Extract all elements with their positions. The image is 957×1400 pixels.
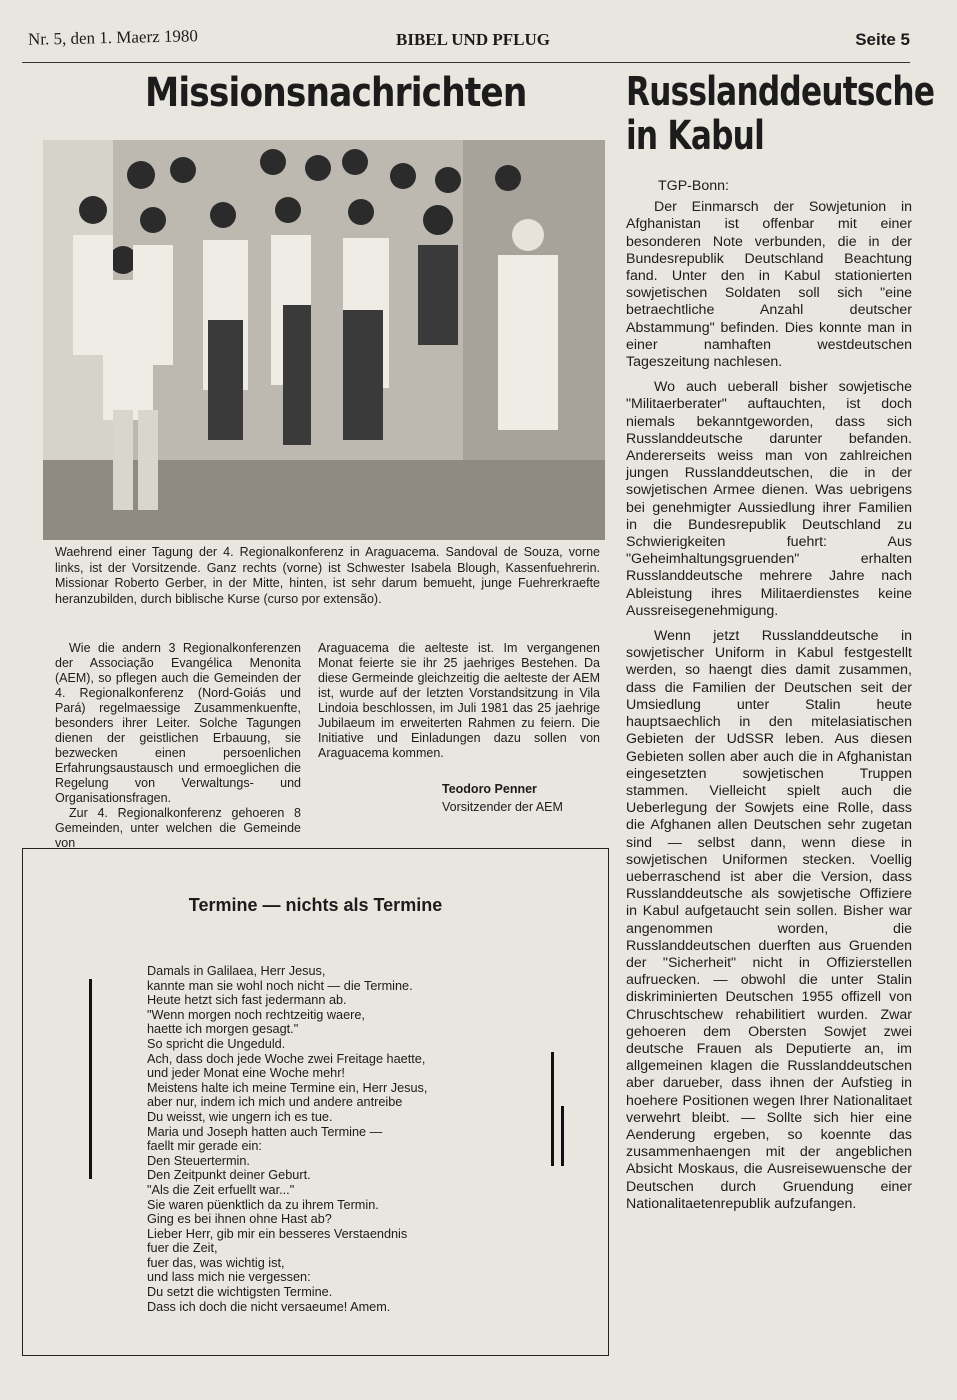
poem-line: fuer das, was wichtig ist, [147, 1255, 285, 1270]
photo-caption: Waehrend einer Tagung der 4. Regionalkonferenz in Araguacema. Sandoval de Souza, vorne links, ist der Vorsitzende. Ganz rechts (vorne) ist Schwester Isabela Blough, Kassenfuehrerin. Missionar Roberto Gerber, in der Mitte, hinten, ist sehr darum bemueht, junge Fuehrerkraefte heranzubilden, durch biblische Kurse (curso por extensão). [55, 545, 600, 606]
poem-line: Ging es bei ihnen ohne Hast ab? [147, 1212, 332, 1227]
poem-line: faellt mir gerade ein: [147, 1139, 262, 1154]
group-photo-image [43, 140, 605, 540]
poem-line: fuer die Zeit, [147, 1241, 218, 1256]
poem-line: "Als die Zeit erfuellt war..." [147, 1182, 295, 1197]
dateline: TGP-Bonn: [658, 178, 729, 194]
poem-line: So spricht die Ungeduld. [147, 1036, 286, 1051]
poem-line: Den Zeitpunkt deiner Geburt. [147, 1168, 311, 1183]
left-article-title: Missionsnachrichten [145, 70, 527, 116]
poem-box [22, 848, 609, 1356]
paragraph: Der Einmarsch der Sowjetunion in Afghanistan ist offenbar mit einer besonderen Note verbunden, die in der Bundesrepublik Deutschland Beachtung fand. Unter den in Kabul stationierten sowjetischen Soldaten soll sich "eine betraechtliche Anzahl deutscher Abstammung" befinden. Dies konnte man in einer namhaften westdeutschen Tageszeitung nachlesen. [626, 199, 912, 371]
poem-line: aber nur, indem ich mich und andere antreibe [147, 1095, 403, 1110]
newspaper-name: BIBEL UND PFLUG [396, 30, 550, 49]
decorative-bar [551, 1052, 554, 1166]
poem-title: Termine — nichts als Termine [188, 895, 443, 915]
paragraph: Wo auch ueberall bisher sowjetische "Militaerberater" auftauchten, ist doch niemals bekanntgeworden, dass sich Russlanddeutsche darunter befanden. Andererseits weiss man von zahlreichen jungen Russlanddeutschen, die in der sowjetischen Armee dienen. Was uebrigens bei genehmigter Aussiedlung ihrer Familien in die Bundesrepublik Deutschland zu Schwierigkeiten fuehrt: Aus "Geheimhaltungsgruenden" erhalten Russlanddeutsche mehrere Jahre nach Ableistung ihres Militaerdienstes keine Aussreisegenehmigung. [626, 379, 912, 619]
paragraph: Zur 4. Regionalkonferenz gehoeren 8 Gemeinden, unter welchen die Gemeinde von [55, 806, 301, 850]
title-line: in Kabul [626, 113, 764, 159]
poem-line: Dass ich doch die nicht versaeume! Amem. [147, 1299, 391, 1314]
page-header [22, 22, 910, 63]
left-article-column-2 [318, 641, 600, 761]
group-photo [43, 140, 605, 540]
page-number: Seite 5 [855, 30, 910, 49]
paragraph: Wie die andern 3 Regionalkonferenzen der Associação Evangélica Menonita (AEM), so pflegen auch die Gemeinden der 4. Regionalkonferenz (Nord-Goiás und Pará) regelmaessige Zusammenkuenfte, besonders ihrer Leiter. Solche Tagungen dienen der geistlichen Erbauung, sie bezwecken einen persoenlichen Erfahrungsaustausch und ermoeglichen die Regelung von Verwaltungs- und Organisationsfragen. [55, 641, 301, 805]
signature [442, 780, 563, 816]
paragraph: Araguacema die aelteste ist. Im vergangenen Monat feierte sie ihr 25 jaehriges Bestehen. Da diese Germeinde gleichzeitig die aelteste der AEM ist, wurde auf der letzten Vorstandsitzung in Vila Lindoia beschlossen, im Juli 1981 das 25 jaehrige Jubilaeum im erweiterten Rahmen zu feiern. Die Initiative und Einladungen dazu sollen von Araguacema kommen. [318, 641, 600, 760]
right-article-title [626, 70, 934, 158]
signature-name: Teodoro Penner [442, 782, 537, 796]
poem-text [147, 964, 427, 1314]
poem-line: Heute hetzt sich fast jedermann ab. [147, 993, 347, 1008]
signature-role: Vorsitzender der AEM [442, 800, 563, 814]
poem-line: Meistens halte ich meine Termine ein, Herr Jesus, [147, 1080, 428, 1095]
poem-line: "Wenn morgen noch rechtzeitig waere, [147, 1007, 365, 1022]
issue-date: Nr. 5, den 1. Maerz 1980 [27, 26, 199, 49]
paragraph: Wenn jetzt Russlanddeutsche in sowjetischer Uniform in Kabul festgestellt werden, so haengt dies damit zusammen, dass die Familien der Deutschen seit der Umsiedlung unter Stalin heute hauptsaechlich in den mitelasiatischen Gebieten der UdSSR leben. Aus diesen Gebieten sollen aber auch die in Afghanistan eingesetzten sowjetischen Truppen stammen. Vielleicht spielt auch die Ueberlegung der Sowjets eine Rolle, dass die Afghanen allen Deutschen sehr zugetan sind — selbst dann, wenn diese in sowjetischen Uniformen stecken. Voellig ueberraschend ist aber die Version, dass Russlanddeutsche als sowjetische Offiziere in Kabul aufgetaucht sein sollen. Bisher war angenommen worden, die Russlanddeutschen duerften aus Gruenden der "Sicherheit" nicht in Offizierstellen aufruecken. — obwohl die unter Stalin diskriminierten Deutschen 1955 offizell von Chruschtschew rehabilitiert wurden. Zwar gehoeren dem Obersten Sowjet zwei deutsche Frauen als Deputierte an, im allgemeinen klagen die Russlanddeutschen aber darueber, dass ihnen der Aufstieg in hoehere Positionen wegen Ihrer Nationalitaet verwehrt bleibt. — Sollte sich hier eine Aenderung ergeben, so koennte das zusammenhaengen mit der angeblichen Absicht Moskaus, die Ausreisewuensche der Deutschen durch Gruendung einer Nationalitaetenrepublik aufzufangen. [626, 628, 912, 1212]
poem-line: Damals in Galilaea, Herr Jesus, [147, 964, 326, 978]
poem-line: Du setzt die wichtigsten Termine. [147, 1285, 333, 1300]
decorative-bar [89, 979, 92, 1179]
poem-line: Ach, dass doch jede Woche zwei Freitage haette, [147, 1051, 426, 1066]
left-article-column-1 [55, 641, 301, 851]
poem-line: Du weisst, wie ungern ich es tue. [147, 1109, 333, 1124]
title-line: Russlanddeutsche [626, 69, 935, 115]
right-article-body [626, 178, 912, 1221]
poem-line: Lieber Herr, gib mir ein besseres Verstaendnis [147, 1226, 408, 1241]
poem-line: und jeder Monat eine Woche mehr! [147, 1066, 345, 1081]
poem-line: Sie waren püenktlich da zu ihrem Termin. [147, 1197, 379, 1212]
decorative-bar [561, 1106, 564, 1166]
poem-line: kannte man sie wohl noch nicht — die Termine. [147, 978, 413, 993]
poem-line: Maria und Joseph hatten auch Termine — [147, 1124, 383, 1139]
poem-line: Den Steuertermin. [147, 1153, 250, 1168]
poem-line: haette ich morgen gesagt." [147, 1022, 299, 1037]
poem-line: und lass mich nie vergessen: [147, 1270, 311, 1285]
